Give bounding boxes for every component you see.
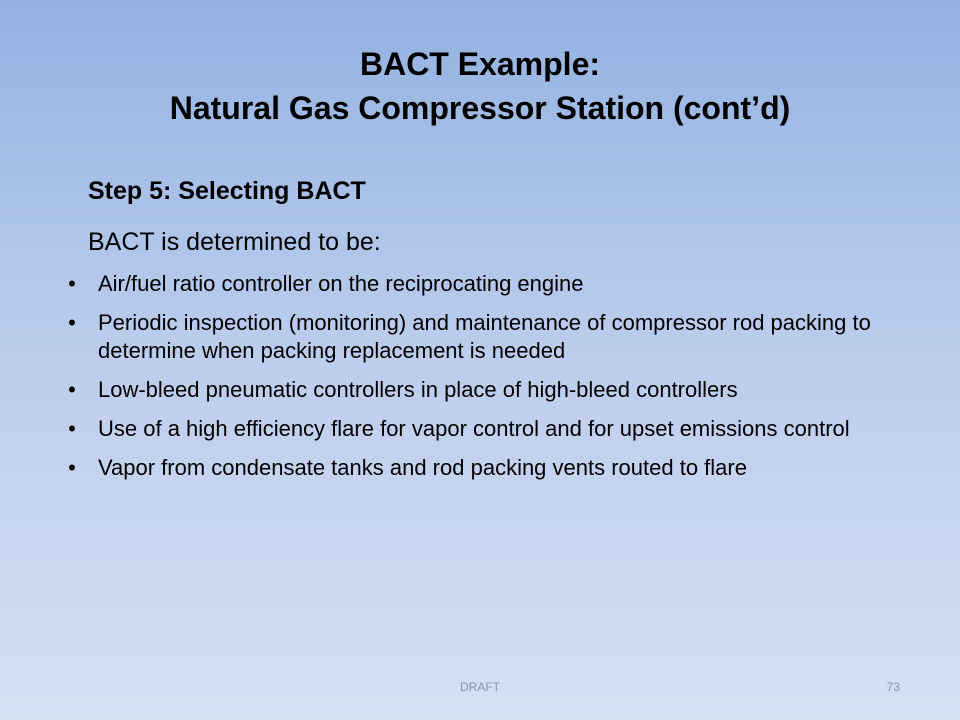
bullet-item-4 — [60, 415, 920, 443]
title-line-2: Natural Gas Compressor Station (cont’d) — [169, 90, 791, 126]
bullet-text: Periodic inspection (monitoring) and maintenance of compressor rod packing to determine when packing replacement is needed — [98, 310, 871, 363]
bullet-icon: • — [68, 271, 76, 296]
footer-draft-label: DRAFT — [460, 680, 500, 694]
bullet-text: Vapor from condensate tanks and rod packing vents routed to flare — [98, 455, 747, 480]
intro-text: BACT is determined to be: — [88, 228, 381, 256]
bullet-icon: • — [68, 310, 76, 335]
bullet-item-5 — [60, 454, 920, 482]
bullet-icon: • — [68, 416, 76, 441]
step-heading: Step 5: Selecting BACT — [88, 177, 366, 205]
page-number: 73 — [886, 680, 900, 694]
slide-title — [60, 42, 900, 130]
bullet-text: Low-bleed pneumatic controllers in place of high-bleed controllers — [98, 377, 738, 402]
bullet-text: Air/fuel ratio controller on the reciprocating engine — [98, 271, 584, 296]
bullet-list — [60, 270, 920, 493]
bullet-item-2 — [60, 309, 920, 365]
bullet-item-3 — [60, 376, 920, 404]
bullet-item-1 — [60, 270, 920, 298]
bullet-icon: • — [68, 377, 76, 402]
bullet-icon: • — [68, 455, 76, 480]
bullet-text: Use of a high efficiency flare for vapor control and for upset emissions control — [98, 416, 850, 441]
title-line-1: BACT Example: — [359, 46, 601, 82]
